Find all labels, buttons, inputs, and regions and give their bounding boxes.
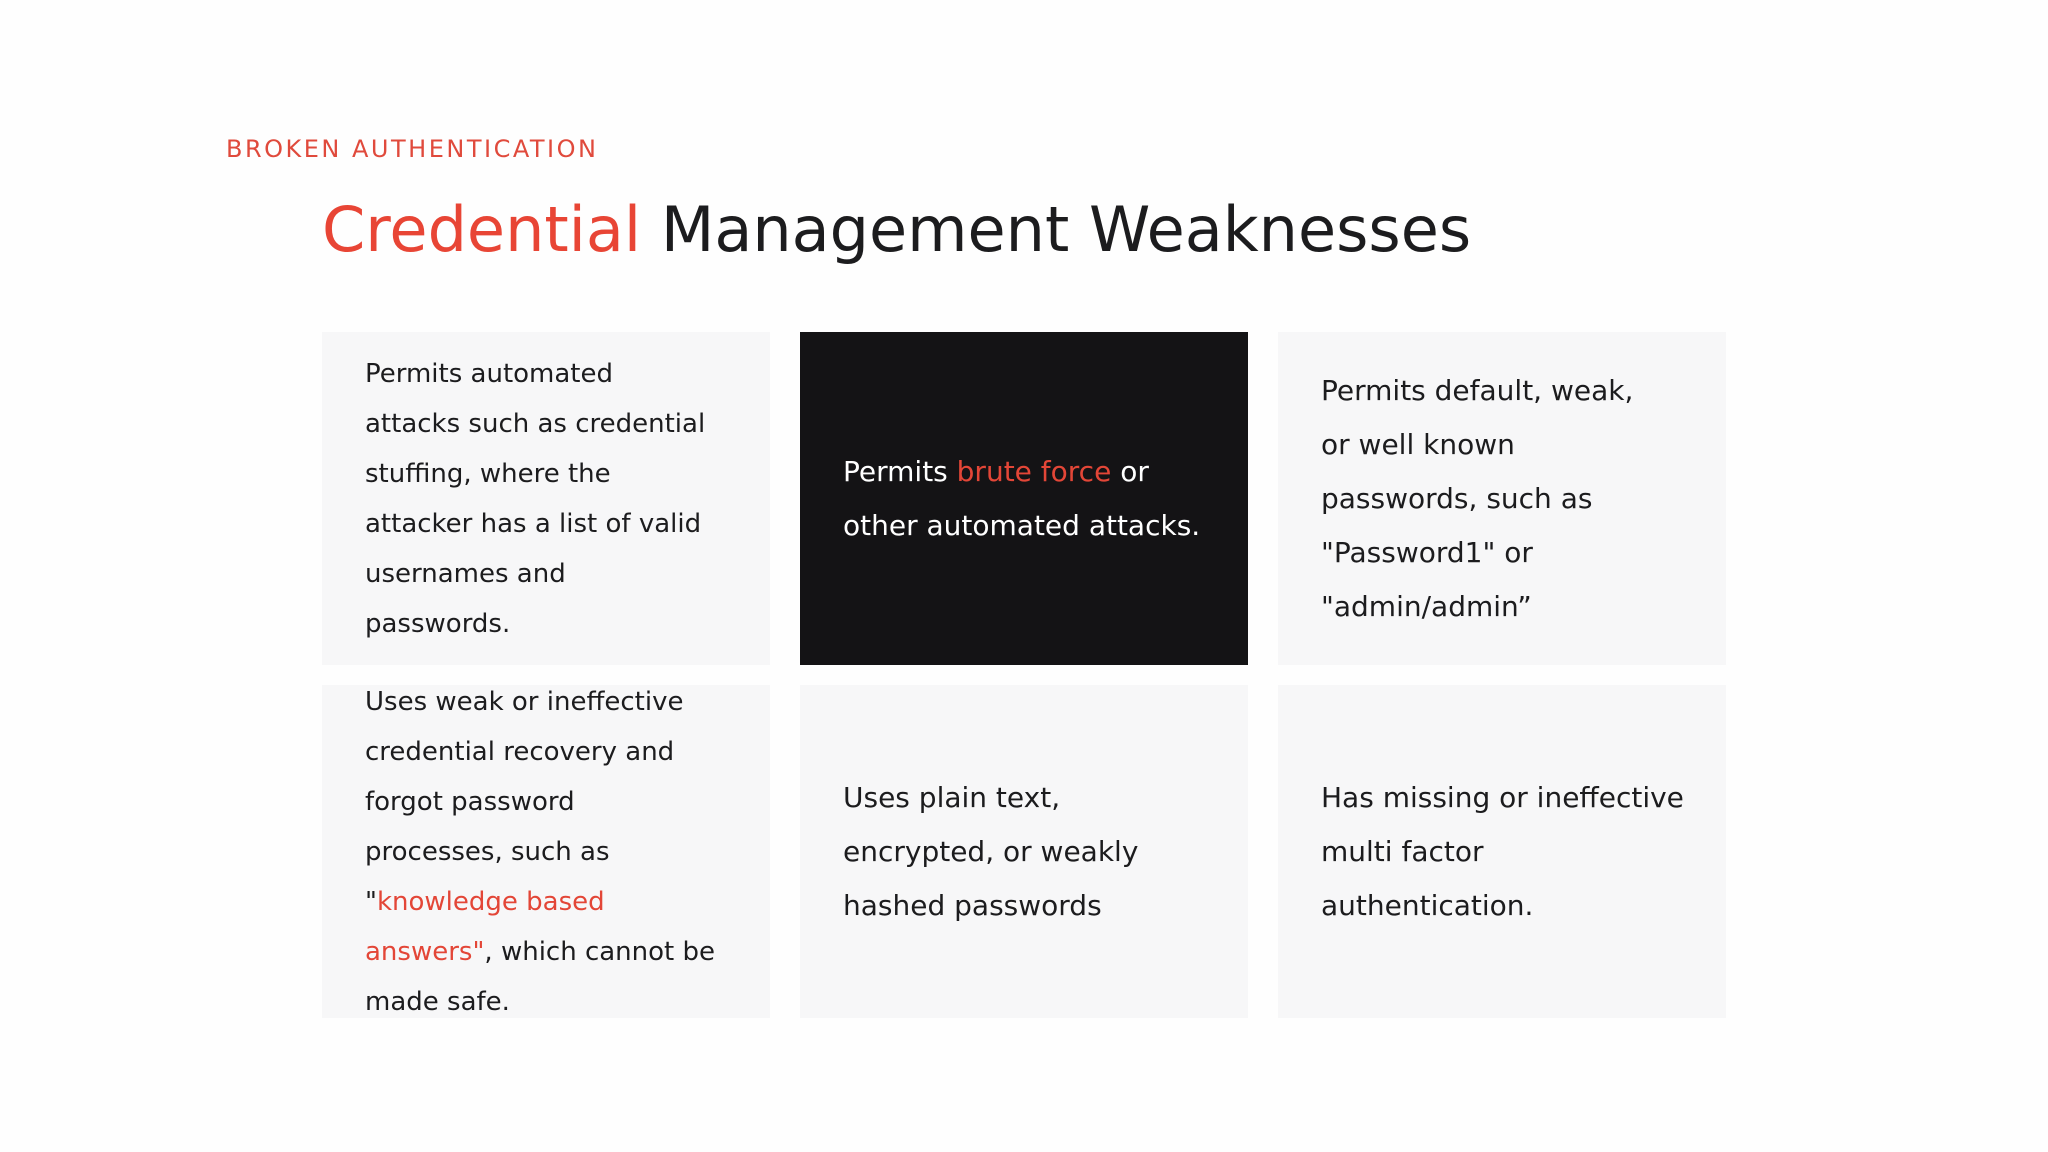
weakness-grid xyxy=(322,332,1728,1018)
card-text: Uses plain text, encrypted, or weakly hashed passwords xyxy=(843,780,1139,922)
section-label: BROKEN AUTHENTICATION xyxy=(226,135,599,163)
title-rest: Management Weaknesses xyxy=(641,193,1472,266)
title-accent: Credential xyxy=(322,193,642,266)
card-mfa xyxy=(1278,685,1726,1018)
card-text xyxy=(365,677,715,1027)
card-brute-force xyxy=(800,332,1248,665)
card-text: Permits default, weak, or well known passwords, such as "Password1" or "admin/admin” xyxy=(1321,373,1634,623)
card-highlight: knowledge based answers" xyxy=(365,886,605,967)
card-text-pre: Uses weak or ineffective credential recovery and forgot password processes, such as " xyxy=(365,686,684,917)
card-highlight: brute force xyxy=(956,454,1112,488)
card-text-post: , which cannot be made safe. xyxy=(365,936,716,1017)
card-credential-recovery xyxy=(322,685,770,1018)
card-text-post: or other automated attacks. xyxy=(843,454,1201,542)
card-automated-attacks xyxy=(322,332,770,665)
page-title xyxy=(322,190,1471,270)
card-plaintext-passwords xyxy=(800,685,1248,1018)
card-default-passwords xyxy=(1278,332,1726,665)
card-text-pre: Permits xyxy=(843,454,957,488)
card-text: Permits automated attacks such as credential stuffing, where the attacker has a list of valid usernames and passwords. xyxy=(365,358,706,639)
card-text xyxy=(843,445,1206,553)
card-text: Has missing or ineffective multi factor authentication. xyxy=(1321,780,1684,922)
